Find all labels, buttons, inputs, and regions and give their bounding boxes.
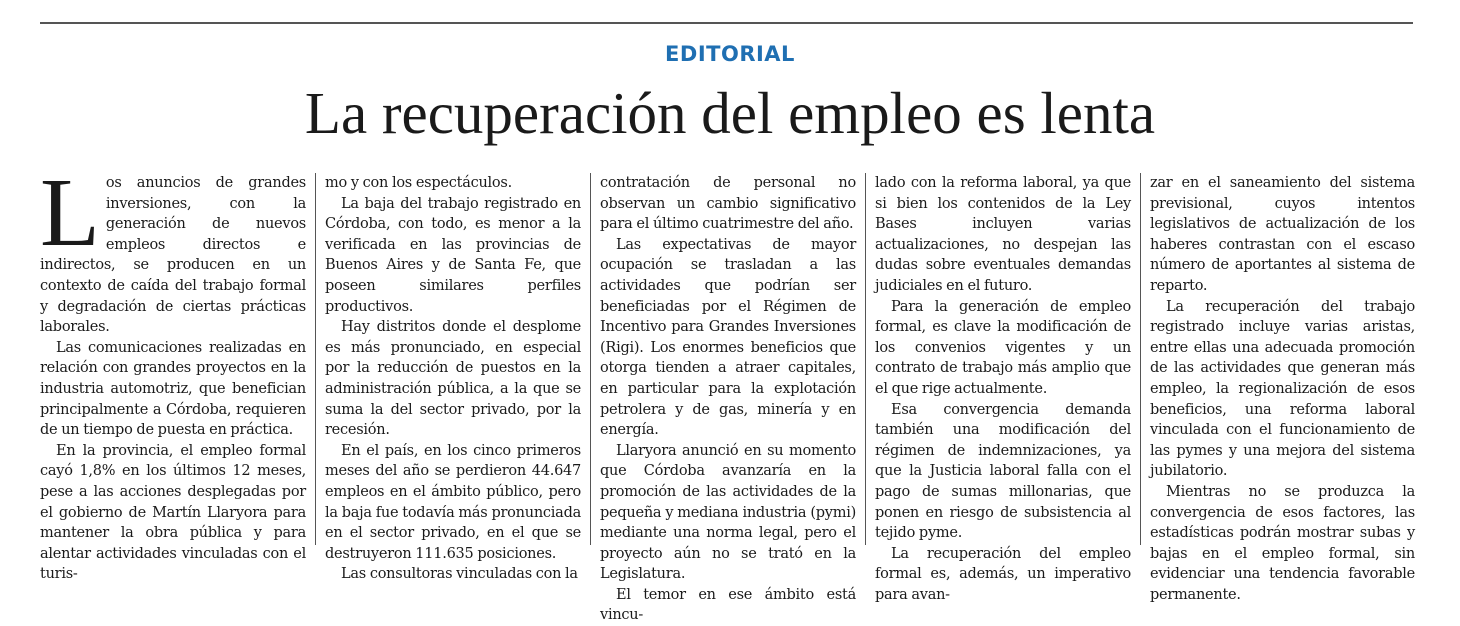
paragraph: Las comunicaciones realizadas en relación con grandes proyectos en la industria automotriz, que benefician principalmente a Córdoba, requieren de un tiempo de puesta en práctica. <box>40 339 306 439</box>
column-2 <box>315 173 590 583</box>
paragraph: Hay distritos donde el desplome es más pronunciado, en especial por la reducción de puestos en la administración pública, a la que se suma la del sector privado, por la recesión. <box>325 319 581 439</box>
article-body <box>40 159 1416 624</box>
paragraph: El temor en ese ámbito está vincu- <box>600 586 856 624</box>
paragraph: La recuperación del empleo formal es, además, un imperativo para avan- <box>875 545 1131 603</box>
paragraph: os anuncios de grandes inversiones, con la generación de nuevos empleos directos e indirectos, se producen en un contexto de caída del trabajo formal y degradación de ciertas prácticas laborales. <box>40 175 306 336</box>
paragraph: mo y con los espectáculos. <box>325 175 512 191</box>
top-rule <box>40 22 1413 24</box>
paragraph: En el país, en los cinco primeros meses del año se perdieron 44.647 empleos en el ámbito público, pero la baja fue todavía más pronunciada en el sector privado, en el que se destruyeron 111.635 posiciones. <box>325 442 581 562</box>
column-5 <box>1140 173 1415 603</box>
drop-cap: L <box>40 159 100 267</box>
paragraph: lado con la reforma laboral, ya que si bien los contenidos de la Ley Bases incluyen varias actualizaciones, no despejan las dudas sobre eventuales demandas judiciales en el futuro. <box>875 175 1131 294</box>
paragraph: Las consultoras vinculadas con la <box>341 566 578 583</box>
paragraph: La baja del trabajo registrado en Córdoba, con todo, es menor a la verificada en las provincias de Buenos Aires y de Santa Fe, que poseen similares perfiles productivos. <box>325 195 581 315</box>
section-label: EDITORIAL <box>665 42 795 66</box>
paragraph: Para la generación de empleo formal, es clave la modificación de los convenios vigentes y un contrato de trabajo más amplio que el que rige actualmente. <box>875 298 1131 397</box>
paragraph: contratación de personal no observan un cambio significativo para el último cuatrimestre del año. <box>600 175 856 233</box>
paragraph: En la provincia, el empleo formal cayó 1,8% en los últimos 12 meses, pese a las acciones desplegadas por el gobierno de Martín Llaryora para mantener la obra pública y para alentar actividades vinculadas con el turis- <box>40 442 306 583</box>
paragraph: Las expectativas de mayor ocupación se trasladan a las actividades que podrían ser beneficiadas por el Régimen de Incentivo para Grandes Inversiones (Rigi). Los enormes beneficios que otorga tienden a atraer capitales, en particular para la explotación petrolera y de gas, minería y en energía. <box>600 236 856 439</box>
headline: La recuperación del empleo es lenta <box>304 80 1156 146</box>
paragraph: zar en el saneamiento del sistema previsional, cuyos intentos legislativos de actualización de los haberes contrastan con el escaso número de aportantes al sistema de reparto. <box>1150 175 1415 294</box>
paragraph: Llaryora anunció en su momento que Córdoba avanzaría en la promoción de las actividades de la pequeña y mediana industria (pymi) mediante una norma legal, pero el proyecto aún no se trató en la Legislatura. <box>600 442 856 583</box>
paragraph: Mientras no se produzca la convergencia de esos factores, las estadísticas podrán mostrar subas y bajas en el empleo formal, sin evidenciar una tendencia favorable permanente. <box>1150 483 1415 603</box>
column-1 <box>40 159 315 583</box>
column-3 <box>590 173 865 624</box>
column-4 <box>865 173 1140 603</box>
paragraph: La recuperación del trabajo registrado incluye varias aristas, entre ellas una adecuada promoción de las actividades que generan más empleo, la regionalización de esos beneficios, una reforma laboral vinculada con el funcionamiento de las pymes y una mejora del sistema jubilatorio. <box>1150 298 1415 480</box>
paragraph: Esa convergencia demanda también una modificación del régimen de indemnizaciones, ya que la Justicia laboral falla con el pago de sumas millonarias, que ponen en riesgo de subsistencia al tejido pyme. <box>875 401 1131 542</box>
